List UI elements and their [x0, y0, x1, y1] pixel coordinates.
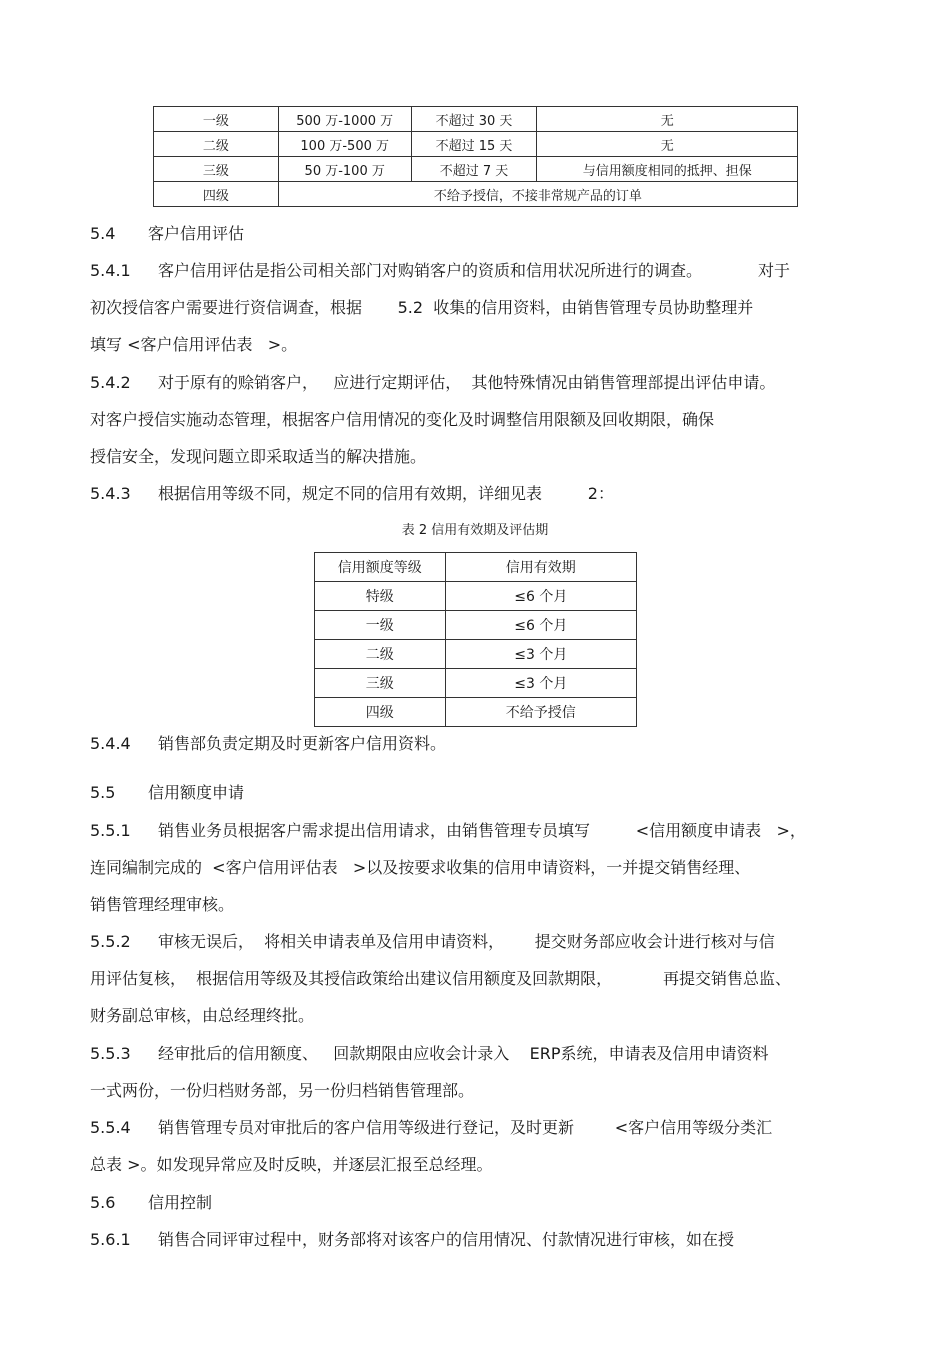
paragraph-5-4-1-line2: 初次授信客户需要进行资信调查，根据 5.2 收集的信用资料，由销售管理专员协助整理并 [90, 298, 754, 317]
section-number: 5.4.3 [90, 484, 131, 503]
section-title: 信用控制 [148, 1193, 213, 1212]
paragraph-5-4-4 [90, 733, 446, 755]
paragraph-text: 销售部负责定期及时更新客户信用资料。 [158, 734, 447, 753]
paragraph-5-5-1-line3: 销售管理经理审核。 [90, 895, 235, 914]
credit-level-table [153, 106, 798, 207]
paragraph-5-4-1-line1 [90, 260, 790, 282]
table-cell: 三级 [315, 669, 446, 698]
paragraph-5-5-2-line3: 财务副总审核，由总经理终批。 [90, 1006, 315, 1025]
table-row [315, 611, 637, 640]
validity-table [314, 552, 637, 727]
section-title: 信用额度申请 [148, 783, 245, 802]
table-header-row [315, 553, 637, 582]
section-number: 5.5.1 [90, 821, 131, 840]
table-cell: 无 [537, 107, 798, 132]
table-cell: 50 万-100 万 [278, 157, 411, 182]
table-header-cell: 信用有效期 [445, 553, 636, 582]
table-cell: 不给予授信 [445, 698, 636, 727]
table-row [315, 698, 637, 727]
paragraph-text: 销售合同评审过程中，财务部将对该客户的信用情况、付款情况进行审核，如在授 [158, 1230, 735, 1249]
paragraph-5-4-2-line3: 授信安全，发现问题立即采取适当的解决措施。 [90, 447, 427, 466]
table-cell: 100 万-500 万 [278, 132, 411, 157]
section-number: 5.5.2 [90, 932, 131, 951]
table-cell: 二级 [154, 132, 279, 157]
paragraph-5-5-2-line1 [90, 931, 775, 953]
table-row [315, 640, 637, 669]
section-number: 5.6.1 [90, 1230, 131, 1249]
table-cell: ≤3 个月 [445, 640, 636, 669]
paragraph-text: 根据信用等级不同，规定不同的信用有效期，详细见表 2： [158, 484, 614, 503]
table-row [315, 669, 637, 698]
section-number: 5.4.1 [90, 261, 131, 280]
section-number: 5.6 [90, 1193, 116, 1212]
table-cell: 不超过 7 天 [411, 157, 537, 182]
table-cell: 无 [537, 132, 798, 157]
paragraph-5-4-2-line2: 对客户授信实施动态管理，根据客户信用情况的变化及时调整信用限额及回收期限，确保 [90, 410, 715, 429]
table-header-cell: 信用额度等级 [315, 553, 446, 582]
paragraph-5-5-4-line1 [90, 1117, 772, 1139]
section-number: 5.5 [90, 783, 116, 802]
paragraph-5-5-2-line2: 用评估复核， 根据信用等级及其授信政策给出建议信用额度及回款期限， 再提交销售总监、 [90, 969, 792, 988]
paragraph-5-5-3-line1 [90, 1043, 768, 1065]
section-title: 客户信用评估 [148, 224, 245, 243]
paragraph-text: 销售业务员根据客户需求提出信用请求，由销售管理专员填写 <信用额度申请表 >， [158, 821, 806, 840]
table-cell: 特级 [315, 582, 446, 611]
paragraph-5-5-1-line1 [90, 820, 806, 842]
table-row [154, 132, 798, 157]
table-row [154, 157, 798, 182]
table-cell: 一级 [154, 107, 279, 132]
table-cell: 一级 [315, 611, 446, 640]
section-heading-5-6 [90, 1192, 212, 1214]
paragraph-5-5-3-line2: 一式两份，一份归档财务部，另一份归档销售管理部。 [90, 1081, 475, 1100]
table-cell: ≤3 个月 [445, 669, 636, 698]
section-number: 5.4.2 [90, 373, 131, 392]
paragraph-5-4-1-line3: 填写 <客户信用评估表 >。 [90, 335, 298, 354]
table-cell: 四级 [154, 182, 279, 207]
paragraph-text: 客户信用评估是指公司相关部门对购销客户的资质和信用状况所进行的调查。 对于 [158, 261, 790, 280]
table-cell: 三级 [154, 157, 279, 182]
section-number: 5.5.3 [90, 1044, 131, 1063]
paragraph-5-5-4-line2: 总表 >。如发现异常应及时反映，并逐层汇报至总经理。 [90, 1155, 493, 1174]
table-cell: 与信用额度相同的抵押、担保 [537, 157, 798, 182]
section-number: 5.4 [90, 224, 116, 243]
table-caption: 表 2 信用有效期及评估期 [401, 523, 549, 538]
section-heading-5-5 [90, 782, 244, 804]
paragraph-5-4-3 [90, 483, 614, 505]
section-number: 5.5.4 [90, 1118, 131, 1137]
table-cell: 不超过 15 天 [411, 132, 537, 157]
paragraph-text: 审核无误后， 将相关申请表单及信用申请资料， 提交财务部应收会计进行核对与信 [158, 932, 775, 951]
paragraph-5-4-2-line1 [90, 372, 775, 394]
paragraph-5-6-1 [90, 1229, 734, 1251]
table-cell: 不超过 30 天 [411, 107, 537, 132]
table-row [315, 582, 637, 611]
table-cell: ≤6 个月 [445, 582, 636, 611]
table-row [154, 107, 798, 132]
table-cell: ≤6 个月 [445, 611, 636, 640]
table-cell: 500 万-1000 万 [278, 107, 411, 132]
paragraph-5-5-1-line2: 连同编制完成的 <客户信用评估表 >以及按要求收集的信用申请资料，一并提交销售经理、 [90, 858, 751, 877]
table-cell: 四级 [315, 698, 446, 727]
table-cell: 二级 [315, 640, 446, 669]
paragraph-text: 对于原有的赊销客户， 应进行定期评估， 其他特殊情况由销售管理部提出评估申请。 [158, 373, 776, 392]
section-number: 5.4.4 [90, 734, 131, 753]
table-cell-merged: 不给予授信，不接非常规产品的订单 [278, 182, 797, 207]
paragraph-text: 销售管理专员对审批后的客户信用等级进行登记，及时更新 <客户信用等级分类汇 [158, 1118, 773, 1137]
section-heading-5-4 [90, 223, 244, 245]
paragraph-text: 经审批后的信用额度、 回款期限由应收会计录入 ERP系统，申请表及信用申请资料 [158, 1044, 769, 1063]
table-row [154, 182, 798, 207]
